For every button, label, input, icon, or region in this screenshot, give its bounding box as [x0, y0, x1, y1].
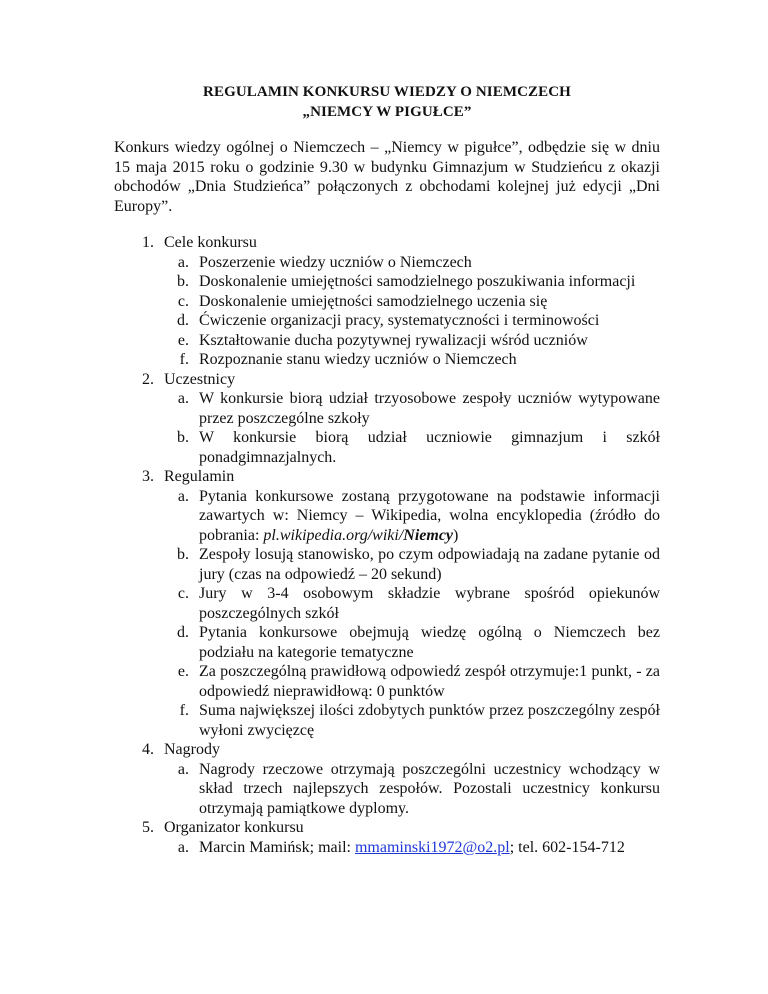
list-item: a. W konkursie biorą udział trzyosobowe zespoły uczniów wytypowane przez poszczególne szkoły — [193, 389, 660, 428]
title-line-1: REGULAMIN KONKURSU WIEDZY O NIEMCZECH — [203, 84, 571, 100]
list-item — [193, 487, 660, 546]
section-prizes — [158, 740, 660, 818]
source-end: ) — [453, 526, 459, 544]
contact-phone: ; tel. 602-154-712 — [509, 838, 625, 856]
section-heading: Organizator konkursu — [164, 819, 304, 836]
list-item: d. Pytania konkursowe obejmują wiedzę ogólną o Niemczech bez podziału na kategorie tematyczne — [193, 623, 660, 662]
list-item: d. Ćwiczenie organizacji pracy, systematyczności i terminowości — [193, 311, 660, 331]
contact-name: Marcin Mamińsk; mail: — [199, 838, 355, 856]
document-title — [114, 82, 660, 122]
list-item: e. Kształtowanie ducha pozytywnej rywalizacji wśród uczniów — [193, 331, 660, 351]
goals-list — [164, 253, 660, 370]
list-item: e. Za poszczególną prawidłową odpowiedź zespół otrzymuje:1 punkt, - za odpowiedź nieprawidłową: 0 punktów — [193, 662, 660, 701]
organizer-list — [164, 838, 660, 858]
list-item: f. Rozpoznanie stanu wiedzy uczniów o Niemczech — [193, 350, 660, 370]
list-item: f. Suma największej ilości zdobytych punktów przez poszczególny zespół wyłoni zwycięzcę — [193, 701, 660, 740]
rules-sublist — [164, 487, 660, 741]
section-rules — [158, 467, 660, 740]
list-item: a. Nagrody rzeczowe otrzymają poszczególni uczestnicy wchodzący w skład trzech najlepszych zespołów. Pozostali uczestnicy konkursu otrzymają pamiątkowe dyplomy. — [193, 760, 660, 819]
section-goals — [158, 233, 660, 370]
title-line-2: „NIEMCY W PIGUŁCE” — [302, 104, 472, 120]
rules-list — [114, 233, 660, 857]
list-item: c. Doskonalenie umiejętności samodzielnego uczenia się — [193, 292, 660, 312]
source-url: pl.wikipedia.org/wiki/ — [263, 526, 404, 544]
list-item: b. Doskonalenie umiejętności samodzielnego poszukiwania informacji — [193, 272, 660, 292]
intro-paragraph: Konkurs wiedzy ogólnej o Niemczech – „Niemcy w pigułce”, odbędzie się w dniu 15 maja 2015 roku o godzinie 9.30 w budynku Gimnazjum w Studzieńcu z okazji obchodów „Dnia Studzieńca” połączonych z obchodami kolejnej już edycji „Dni Europy”. — [114, 139, 660, 215]
list-item: b. Zespoły losują stanowisko, po czym odpowiadają na zadane pytanie od jury (czas na odpowiedź – 20 sekund) — [193, 545, 660, 584]
participants-list — [164, 389, 660, 467]
list-item — [193, 838, 660, 858]
list-item: b. W konkursie biorą udział uczniowie gimnazjum i szkół ponadgimnazjalnych. — [193, 428, 660, 467]
source-url-bold: Niemcy — [403, 526, 454, 544]
section-heading: Uczestnicy — [164, 370, 236, 388]
section-participants — [158, 370, 660, 468]
list-item: a. Poszerzenie wiedzy uczniów o Niemczech — [193, 253, 660, 273]
section-organizer — [158, 818, 660, 857]
section-heading: Nagrody — [164, 741, 220, 758]
email-link[interactable]: mmaminski1972@o2.pl — [354, 838, 510, 856]
section-heading: Regulamin — [164, 468, 235, 485]
prizes-list — [164, 760, 660, 819]
source-text: Pytania konkursowe zostaną przygotowane na podstawie informacji zawartych w: Niemcy – Wikipedia, wolna encyklopedia (źródło do pobrania: — [199, 487, 660, 544]
list-item: c. Jury w 3-4 osobowym składzie wybrane spośród opiekunów poszczególnych szkół — [193, 584, 660, 623]
section-heading: Cele konkursu — [164, 234, 257, 251]
